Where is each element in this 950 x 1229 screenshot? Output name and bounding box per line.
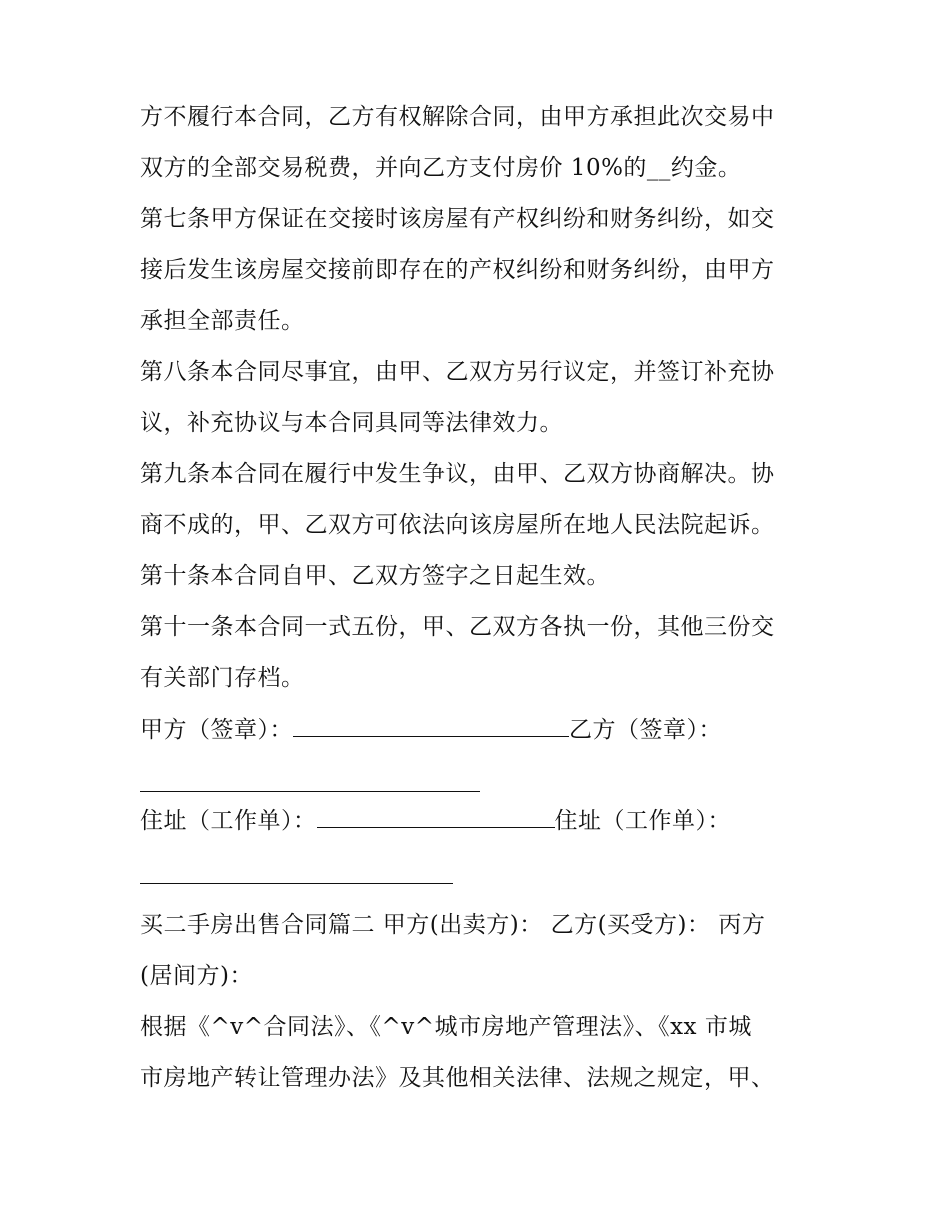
section-two-heading: 买二手房出售合同篇二 甲方(出卖方)： 乙方(买受方)： 丙方 [140, 912, 766, 938]
paragraph-line: 商不成的，甲、乙双方可依法向该房屋所在地人民法院起诉。 [140, 512, 775, 538]
paragraph-line: 方不履行本合同，乙方有权解除合同，由甲方承担此次交易中 [140, 104, 775, 130]
paragraph-line: (居间方)： [140, 963, 253, 989]
party-a-address-blank [317, 805, 555, 828]
paragraph-line: 接后发生该房屋交接前即存在的产权纠纷和财务纠纷，由甲方 [140, 257, 775, 283]
party-b-address-blank [140, 883, 453, 884]
paragraph-line: 第七条甲方保证在交接时该房屋有产权纠纷和财务纠纷，如交 [140, 206, 775, 232]
paragraph-line: 市房地产转让管理办法》及其他相关法律、法规之规定，甲、 [140, 1065, 775, 1091]
paragraph-line: 根据《^v^合同法》、《^v^城市房地产管理法》、《xx 市城 [140, 1014, 752, 1040]
party-a-address-label: 住址（工作单）： [140, 808, 317, 834]
paragraph-line: 第十条本合同自甲、乙双方签字之日起生效。 [140, 563, 610, 589]
paragraph-line: 议，补充协议与本合同具同等法律效力。 [140, 410, 563, 436]
address-row [140, 805, 731, 836]
paragraph-line: 第九条本合同在履行中发生争议，由甲、乙双方协商解决。协 [140, 461, 775, 487]
party-a-signature-label: 甲方（签章）： [140, 717, 293, 743]
signature-row [140, 714, 722, 745]
paragraph-line: 第八条本合同尽事宜，由甲、乙双方另行议定，并签订补充协 [140, 359, 775, 385]
paragraph-line: 第十一条本合同一式五份，甲、乙双方各执一份，其他三份交 [140, 614, 775, 640]
party-b-address-label: 住址（工作单）： [554, 808, 731, 834]
party-b-signature-label: 乙方（签章）： [569, 717, 722, 743]
party-b-signature-blank [140, 791, 480, 792]
party-a-signature-blank [293, 714, 569, 737]
paragraph-line: 双方的全部交易税费，并向乙方支付房价 10%的__约金。 [140, 155, 742, 181]
paragraph-line: 承担全部责任。 [140, 308, 305, 334]
paragraph-line: 有关部门存档。 [140, 665, 305, 691]
